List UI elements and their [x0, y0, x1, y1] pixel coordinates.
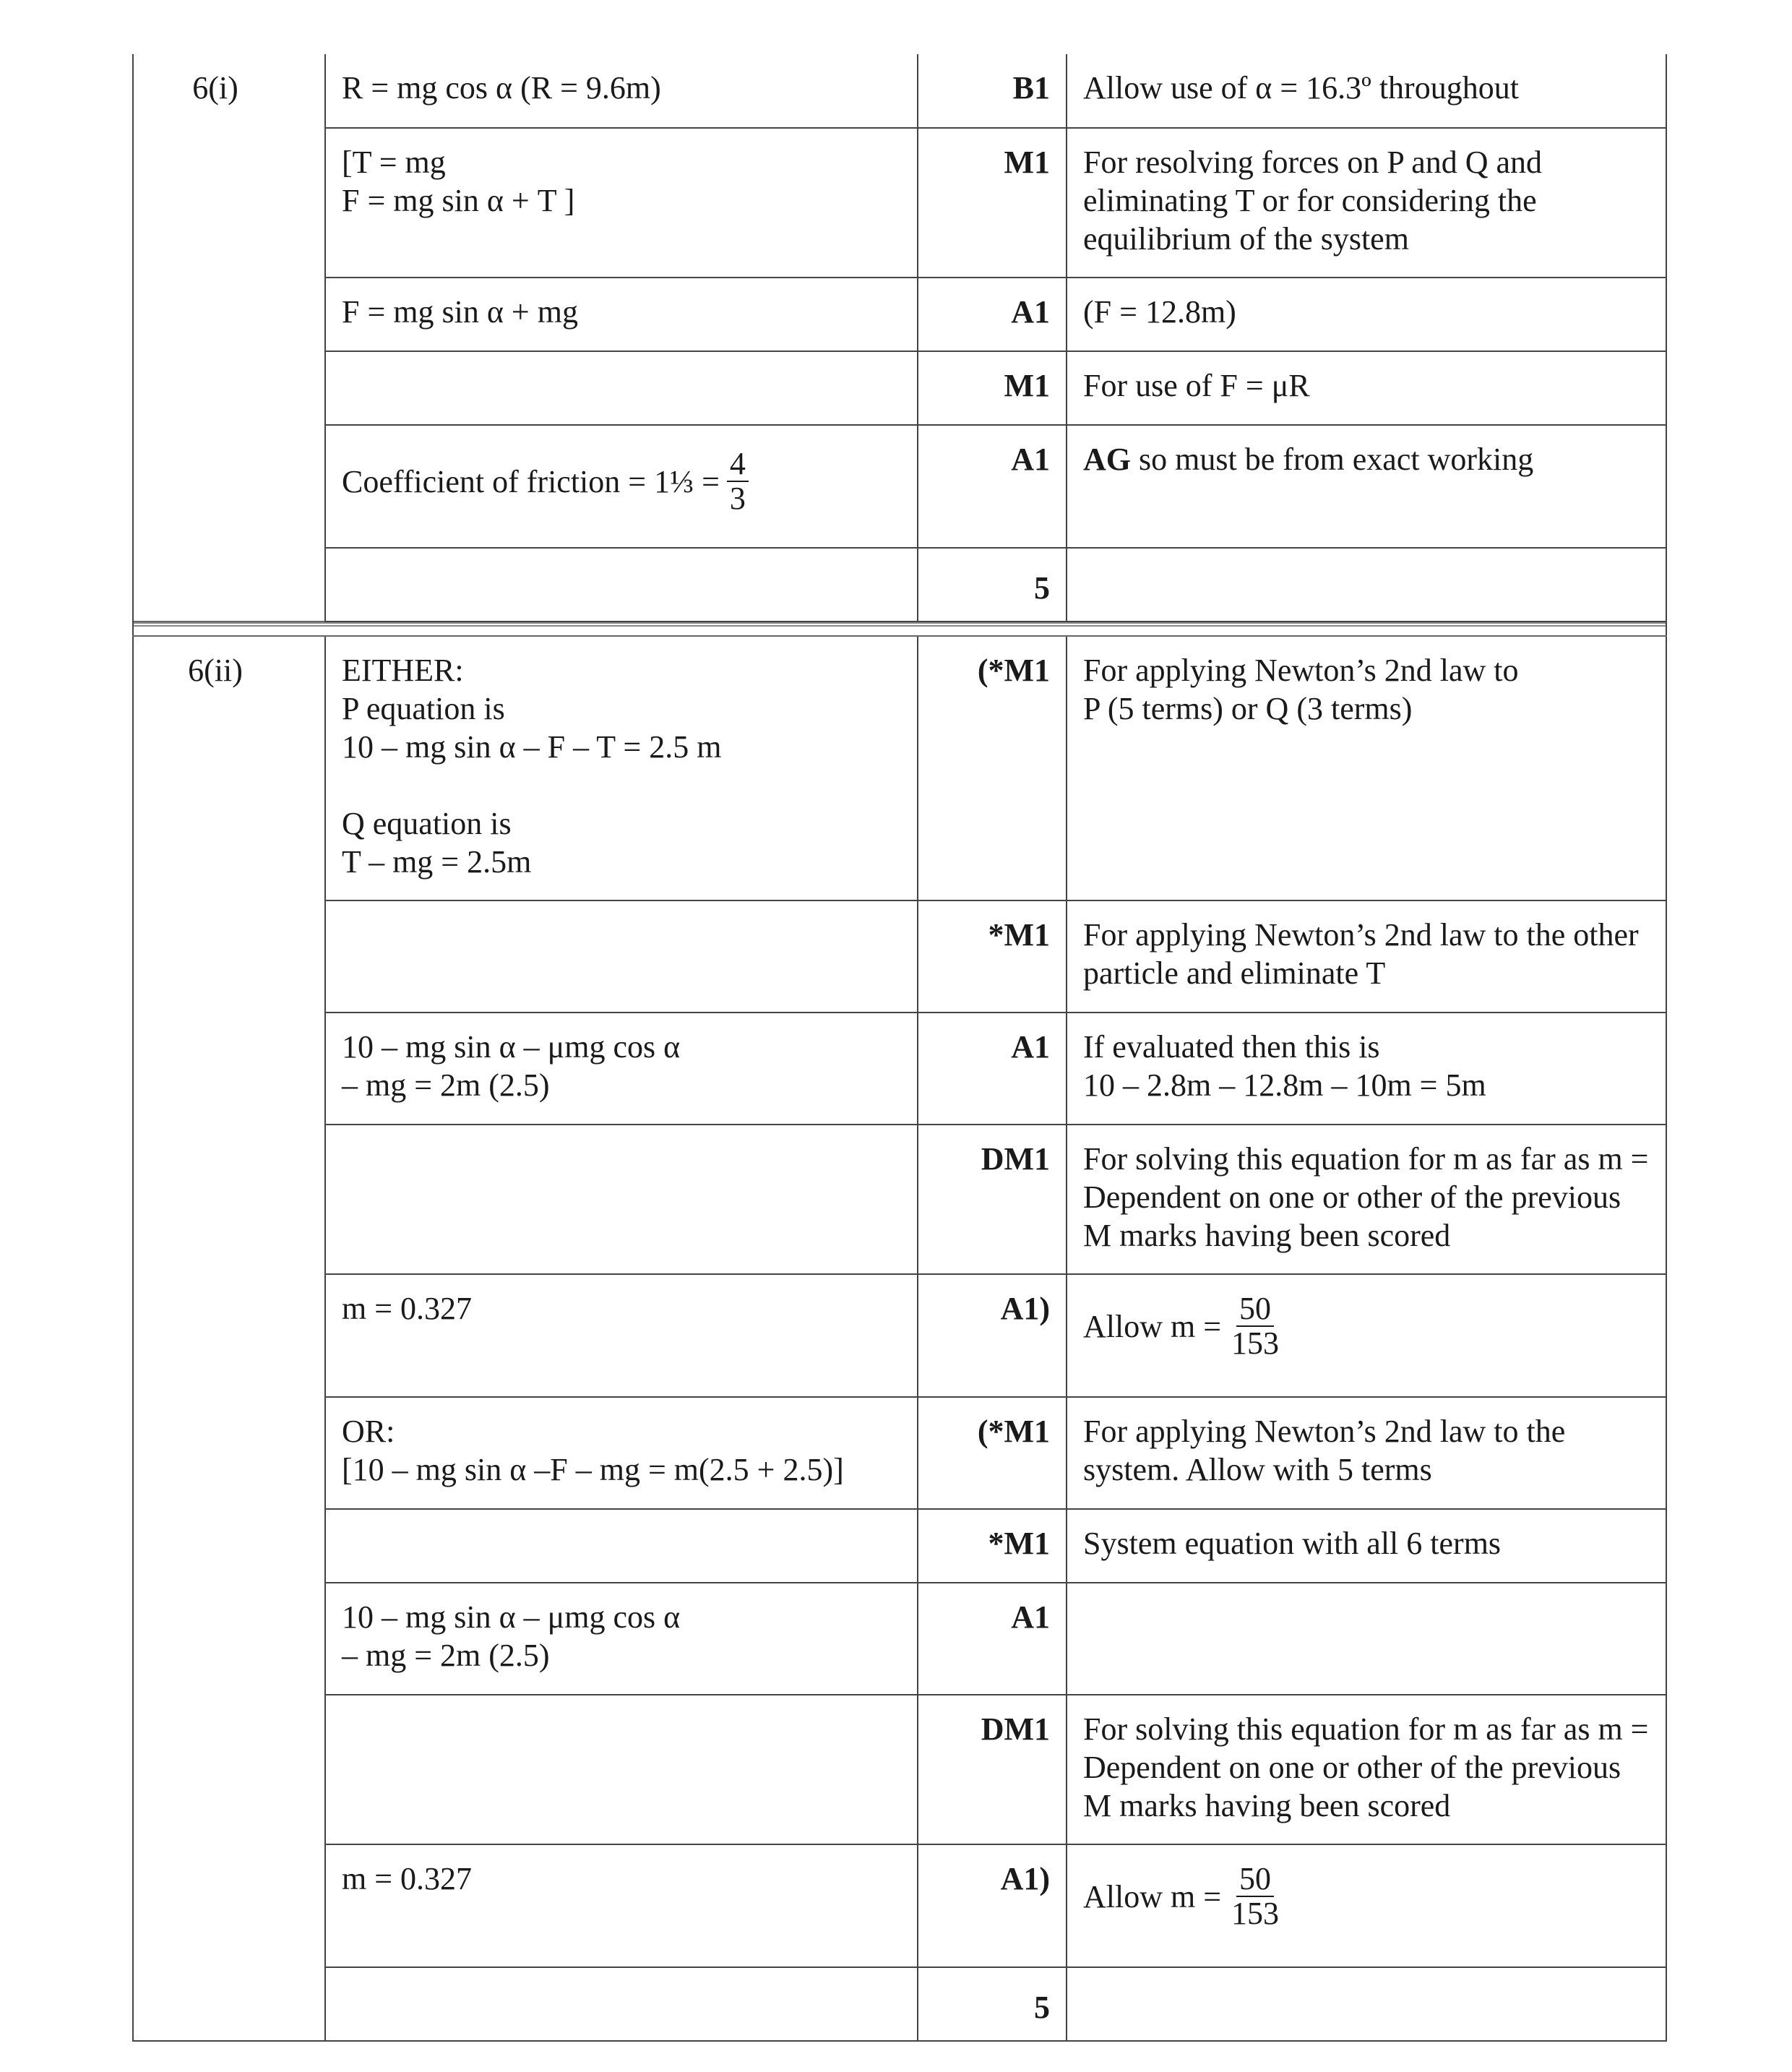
answer-cell [325, 900, 918, 1013]
guidance-cell [1067, 1967, 1666, 2041]
fraction-denominator: 3 [729, 481, 746, 516]
mark-cell [918, 900, 1067, 1013]
guidance-text: Allow use of α = 16.3º throughout [1083, 70, 1519, 106]
mark-text: (*M1 [977, 1414, 1050, 1449]
guidance-cell [1067, 1125, 1666, 1274]
mark-text: DM1 [981, 1141, 1050, 1177]
table-row [133, 1583, 1666, 1695]
answer-cell [325, 1583, 918, 1695]
table-row [133, 278, 1666, 351]
answer-cell [325, 278, 918, 351]
answer-text: OR: [10 – mg sin α –F – mg = m(2.5 + 2.5)] [342, 1414, 844, 1487]
guidance-text: For resolving forces on P and Q and eliminating T or for considering the equilibrium of the system [1083, 145, 1543, 257]
answer-text: EITHER: P equation is 10 – mg sin α – F – T = 2.5 m Q equation is T – mg = 2.5m [342, 653, 722, 880]
mark-text: A1) [1000, 1861, 1050, 1896]
answer-cell [325, 351, 918, 425]
table-row [133, 548, 1666, 622]
mark-text: M1 [1004, 368, 1050, 403]
mark-text: (*M1 [977, 653, 1050, 688]
table-row [133, 1695, 1666, 1844]
mark-cell [918, 278, 1067, 351]
guidance-cell [1067, 1583, 1666, 1695]
fraction-numerator: 50 [1236, 1292, 1274, 1327]
mark-cell [918, 1583, 1067, 1695]
guidance-text: System equation with all 6 terms [1083, 1526, 1502, 1561]
guidance-text: If evaluated then this is 10 – 2.8m – 12.8m – 10m = 5m [1083, 1029, 1486, 1103]
fraction-expression [342, 447, 749, 515]
answer-cell [325, 1844, 918, 1967]
question-label: 6(i) [192, 70, 238, 106]
guidance-text: For use of F = μR [1083, 368, 1310, 403]
fraction-denominator: 153 [1231, 1896, 1280, 1931]
answer-text: m = 0.327 [342, 1291, 473, 1326]
guidance-text: For applying Newton’s 2nd law to P (5 terms) or Q (3 terms) [1083, 653, 1519, 726]
guidance-text: For applying Newton’s 2nd law to the other particle and eliminate T [1083, 917, 1639, 991]
guidance-cell [1067, 900, 1666, 1013]
double-rule [134, 622, 1666, 635]
fraction [727, 447, 749, 515]
mark-cell [918, 548, 1067, 622]
mark-text: A1) [1000, 1291, 1050, 1326]
table-row [133, 1844, 1666, 1967]
guidance-cell [1067, 1397, 1666, 1509]
answer-cell [325, 548, 918, 622]
guidance-cell [1067, 54, 1666, 128]
question-number [133, 636, 325, 2041]
question-label: 6(ii) [188, 653, 243, 688]
fraction-prefix: Coefficient of friction = 1⅓ = [342, 463, 720, 499]
guidance-cell [1067, 351, 1666, 425]
guidance-cell [1067, 636, 1666, 900]
mark-cell [918, 1274, 1067, 1397]
table-row [133, 128, 1666, 278]
table-row [133, 900, 1666, 1013]
answer-cell [325, 636, 918, 900]
answer-text: R = mg cos α (R = 9.6m) [342, 70, 661, 106]
mark-cell [918, 636, 1067, 900]
fraction-expression [1083, 1862, 1282, 1930]
answer-text: 10 – mg sin α – μmg cos α – mg = 2m (2.5) [342, 1599, 681, 1673]
mark-cell [918, 351, 1067, 425]
answer-cell [325, 1695, 918, 1844]
mark-text: A1 [1011, 442, 1050, 477]
fraction-prefix: Allow m = [1083, 1308, 1222, 1344]
table-row [133, 636, 1666, 900]
mark-text: B1 [1012, 70, 1050, 106]
table-row [133, 54, 1666, 128]
answer-cell [325, 1013, 918, 1125]
mark-cell [918, 128, 1067, 278]
guidance-cell [1067, 278, 1666, 351]
answer-cell [325, 1509, 918, 1583]
answer-cell [325, 1274, 918, 1397]
guidance-cell [1067, 425, 1666, 548]
mark-text: DM1 [981, 1711, 1050, 1747]
guidance-cell [1067, 1509, 1666, 1583]
answer-cell [325, 128, 918, 278]
mark-text: A1 [1011, 1599, 1050, 1635]
fraction-numerator: 50 [1236, 1862, 1274, 1897]
mark-cell [918, 1509, 1067, 1583]
table-row [133, 425, 1666, 548]
guidance-cell [1067, 128, 1666, 278]
table-row [133, 1967, 1666, 2041]
mark-cell [918, 425, 1067, 548]
answer-text: m = 0.327 [342, 1861, 473, 1896]
mark-cell [918, 1967, 1067, 2041]
guidance-cell [1067, 548, 1666, 622]
guidance-text: For solving this equation for m as far as m = Dependent on one or other of the previous M marks having been scored [1083, 1711, 1649, 1823]
guidance-bold-text: AG [1083, 442, 1131, 477]
answer-cell [325, 1397, 918, 1509]
table-row [133, 1125, 1666, 1274]
mark-cell [918, 1695, 1067, 1844]
guidance-cell [1067, 1013, 1666, 1125]
fraction [1228, 1862, 1282, 1930]
mark-cell [918, 1844, 1067, 1967]
separator-cell [133, 622, 1666, 636]
guidance-text: For applying Newton’s 2nd law to the system. Allow with 5 terms [1083, 1414, 1566, 1487]
table-row [133, 1509, 1666, 1583]
table-row [133, 1013, 1666, 1125]
mark-text: 5 [1034, 1990, 1050, 2025]
guidance-cell [1067, 1844, 1666, 1967]
guidance-text: For solving this equation for m as far as m = Dependent on one or other of the previous M marks having been scored [1083, 1141, 1649, 1253]
fraction-denominator: 153 [1231, 1325, 1280, 1361]
mark-text: M1 [1004, 145, 1050, 180]
fraction-prefix: Allow m = [1083, 1878, 1222, 1914]
table-row [133, 1397, 1666, 1509]
mark-scheme-table [132, 54, 1667, 2042]
fraction-expression [1083, 1292, 1282, 1360]
mark-cell [918, 1125, 1067, 1274]
answer-text: [T = mg F = mg sin α + T ] [342, 145, 575, 218]
fraction [1228, 1292, 1282, 1360]
guidance-text: so must be from exact working [1131, 442, 1534, 477]
mark-text: 5 [1034, 570, 1050, 606]
question-number [133, 54, 325, 622]
guidance-cell [1067, 1695, 1666, 1844]
mark-cell [918, 1397, 1067, 1509]
answer-text: F = mg sin α + mg [342, 294, 578, 330]
guidance-text: (F = 12.8m) [1083, 294, 1236, 330]
table-row [133, 1274, 1666, 1397]
answer-cell [325, 1967, 918, 2041]
mark-text: *M1 [988, 1526, 1050, 1561]
mark-text: *M1 [988, 917, 1050, 953]
mark-text: A1 [1011, 1029, 1050, 1065]
fraction-numerator: 4 [727, 447, 749, 482]
answer-cell [325, 54, 918, 128]
guidance-cell [1067, 1274, 1666, 1397]
part-separator [133, 622, 1666, 636]
table-row [133, 351, 1666, 425]
mark-text: A1 [1011, 294, 1050, 330]
answer-text: 10 – mg sin α – μmg cos α – mg = 2m (2.5) [342, 1029, 681, 1103]
mark-cell [918, 54, 1067, 128]
mark-cell [918, 1013, 1067, 1125]
answer-cell [325, 425, 918, 548]
answer-cell [325, 1125, 918, 1274]
